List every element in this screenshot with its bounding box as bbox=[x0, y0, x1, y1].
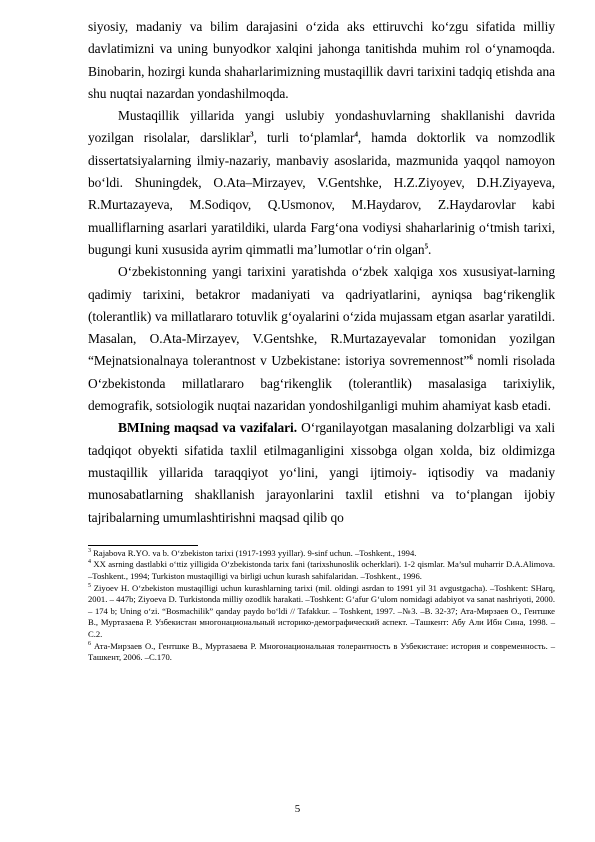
paragraph-2-text-d: . bbox=[428, 241, 432, 257]
footnote-6-number: 6 bbox=[88, 640, 91, 647]
footnote-6 bbox=[88, 641, 555, 664]
footnote-5-number: 5 bbox=[88, 582, 91, 589]
footnote-5 bbox=[88, 583, 555, 641]
paragraph-2 bbox=[88, 105, 555, 261]
paragraph-2-text-a: Mustaqillik yillarida yangi uslubiy yondashuvlarning shakllanishi davrida yozilgan risolalar, darsliklar bbox=[88, 108, 555, 146]
footnote-3-text: Rajabova R.YO. va b. O‘zbekiston tarixi (1917-1993 yyillar). 9-sinf uchun. –Toshkent., 1994. bbox=[91, 547, 417, 558]
paragraph-2-text-b: , turli to‘plamlar bbox=[253, 130, 355, 146]
section-heading-inline: BMIning maqsad va vazifalari. bbox=[118, 420, 297, 436]
footnote-4-number: 4 bbox=[88, 559, 91, 566]
document-page bbox=[88, 16, 555, 664]
page-number: 5 bbox=[294, 803, 301, 815]
footnote-4-text: XX asrning dastlabki o‘ttiz yilligida O‘zbekistonda tarix fani (tarixshunoslik ocherklari). 1-2 qismlar. Ma’sul muharrir D.A.Alimova. –Toshkent., 1994; Turkiston mustaqilligi va birligi uchun kurash sahifalaridan. –Toshkent., 1996. bbox=[88, 559, 555, 582]
footnote-3-number: 3 bbox=[88, 547, 91, 554]
paragraph-3-text-a: O‘zbekistonning yangi tarixini yaratishda o‘zbek xalqiga xos xususiyat-larning qadimiy tarixini, betakror madaniyati va qadriyatlarini, ayniqsa bag‘rikenglik (tolerantlik) va millatlararo totuvlik g‘oyalarini o‘zida mujassam etgan asarlar yaratildi. Masalan, O.Ata-Mirzayev, V.Gentshke, R.Murtazayevalar tomonidan yozilgan “Mejnatsionalnaya tolerantnost v Uzbekistane: istoriya sovremennost” bbox=[88, 264, 555, 369]
paragraph-3-text-b: nomli risolada O‘zbekistonda millatlararo bag‘rikenglik (tolerantlik) masalasiga tarixiylik, demografik, sotsiologik nuqtai nazaridan yondoshilganligi muhim ahamiyat kasb etadi. bbox=[88, 353, 555, 414]
paragraph-4 bbox=[88, 417, 555, 528]
footnote-ref-4: 4 bbox=[354, 131, 358, 140]
footnote-3 bbox=[88, 548, 555, 560]
paragraph-2-text-c: , hamda doktorlik va nomzodlik dissertatsiyalarning ilmiy-nazariy, manbaviy asoslarida, mazmunida yaqqol namoyon bo‘ldi. Shuningdek, O.Ata–Mirzayev, V.Gentshke, H.Z.Ziyoyev, D.H.Ziyayeva, R.Murtazayeva, M.Sodiqov, Q.Usmonov, M.Haydarov, Z.Haydarovlar kabi mualliflarning asarlari yaratildiki, ularda Farg‘ona vodiysi shaharlarinig o‘tmish tarixi, bugungi kuni xususida ayrim qimmatli ma’lumotlar o‘rin olgan bbox=[88, 130, 556, 257]
paragraph-4-text: O‘rganilayotgan masalaning dolzarbligi va xali tadqiqot obyekti sifatida taxlil etilmaganligini xissobga olgan xolda, biz oldimizga mustaqillik yillarida taraqqiyot yo‘lini, yangi ijtimoiy- iqtisodiy va madaniy munosabatlarning shakllanish jarayonlarini taxlil etishni va to‘plangan ijobiy tajribalarning umumlashtirishni maqsad qilib qo bbox=[88, 420, 555, 525]
footnote-ref-5: 5 bbox=[424, 242, 429, 251]
footnote-ref-6: 6 bbox=[469, 353, 473, 362]
paragraph-1 bbox=[88, 16, 555, 105]
paragraph-1-text: siyosiy, madaniy va bilim darajasini o‘zida aks ettiruvchi ko‘zgu sifatida milliy davlatimizni va uning bunyodkor xalqini jahonga tanitishda muhim rol o‘ynamoqda. Binobarin, hozirgi kunda shaharlarimizning mustaqillik davri tarixini tadqiq etishda ana shu nuqtai nazardan yondashilmoqda. bbox=[88, 19, 555, 101]
paragraph-3 bbox=[88, 261, 555, 417]
footnote-separator bbox=[88, 545, 198, 546]
footnote-6-text: Ата-Мирзаев О., Гентшке В., Муртазаева Р. Многонациональная толерантность в Узбекистане: история и современность. –Ташкент, 2006. –С.170. bbox=[88, 640, 555, 663]
footnote-ref-3: 3 bbox=[250, 131, 254, 140]
footnote-5-text: Ziyoev H. O‘zbekiston mustaqilligi uchun kurashlarning tarixi (mil. oldingi asrdan to 1991 yil 31 avgustgacha). –Toshkent: SHarq, 2001. – 447b; Ziyoeva D. Turkistonda milliy ozodlik harakati. –Toshkent: G‘afur G‘ulom nomidagi adabiyot va sanat nashriyoti, 2000. – 174 b; Uning o‘zi. “Bosmachilik” qanday paydo bo‘ldi // Tafakkur. – Toshkent, 1997. –№3. –B. 32-37; Ата-Мирзаев О., Гентшке В., Муртазаева Р. Узбекистан многонациональный историко-демографический аспект. –Ташкент: Абу Али Ибн Сина, 1998. –С.2. bbox=[88, 582, 555, 639]
footnote-4 bbox=[88, 559, 555, 582]
